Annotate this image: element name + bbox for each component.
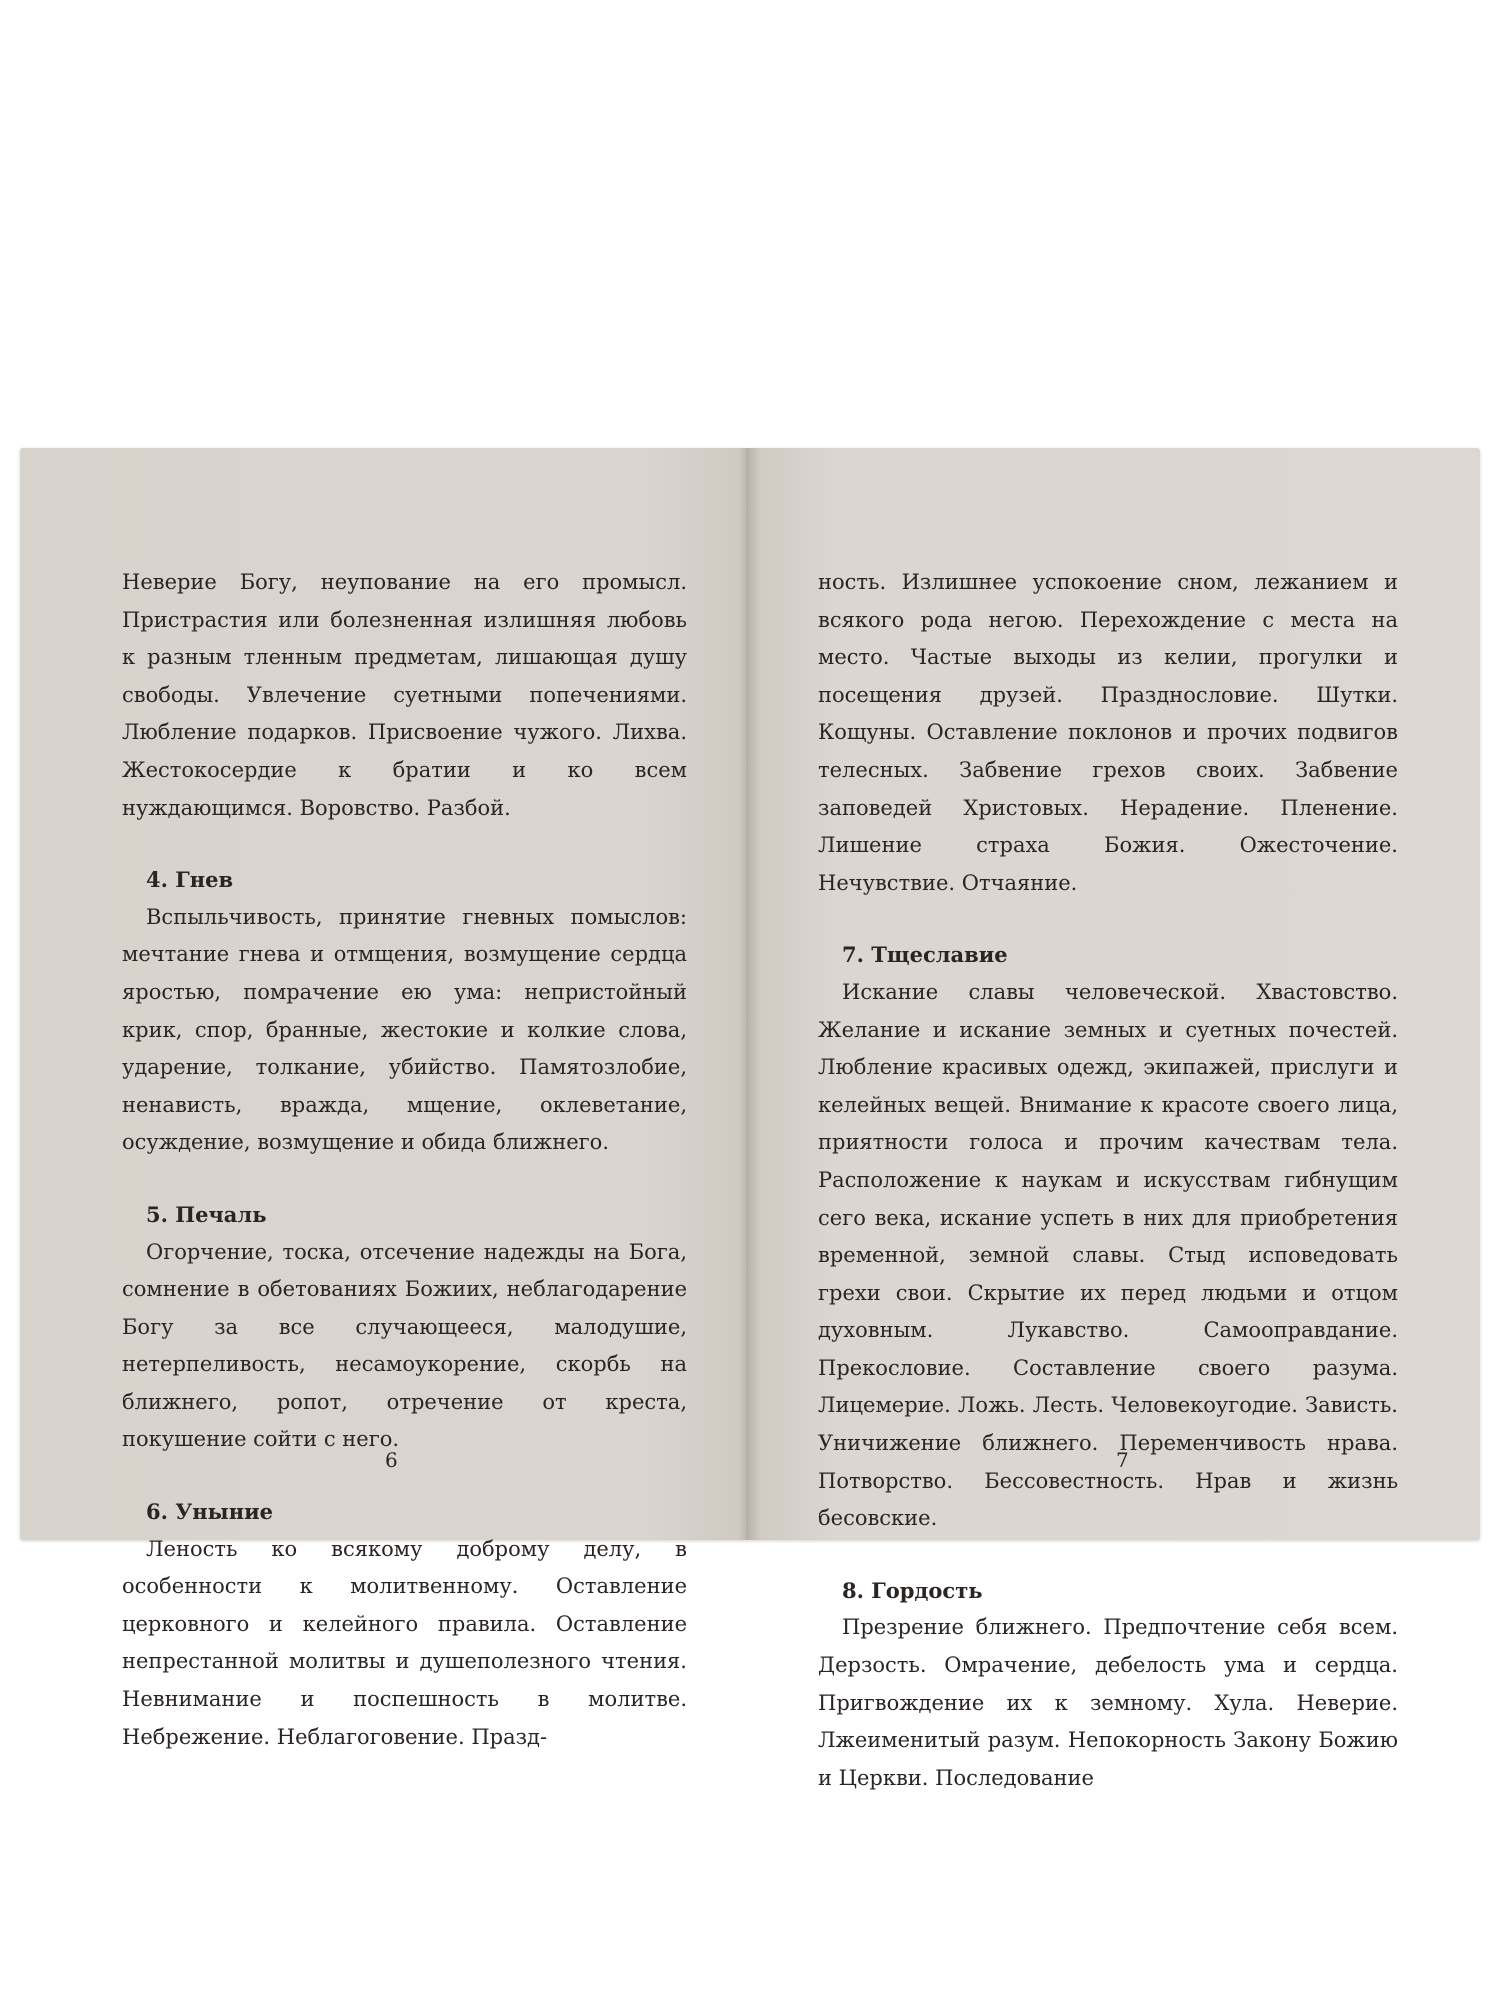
section-body-anger: Вспыльчивость, принятие гневных помыслов: мечтание гнева и отмщения, возмущение сердца яростью, помрачение ею ума: непристойный крик, спор, бранные, жестокие и колкие слова, ударение, толкание, убийство. Памятозлобие, ненависть, вражда, мщение, оклеветание, осуждение, возмущение и обида ближнего.	[122, 904, 687, 1155]
section-heading-sorrow: 5. Печаль	[146, 1201, 267, 1227]
left-page-number: 6	[385, 1448, 398, 1472]
section-heading-pride: 8. Гордость	[842, 1577, 983, 1603]
section-body-sorrow: Огорчение, тоска, отсечение надежды на Бога, сомнение в обетованиях Божиих, неблагодарение Богу за все случающееся, малодушие, нетерпеливость, несамоукорение, скорбь на ближнего, ропот, отречение от креста, покушение сойти с него.	[122, 1239, 687, 1452]
left-page	[20, 448, 748, 1749]
right-page	[748, 448, 1480, 1790]
left-page-text	[122, 564, 687, 1756]
section-heading-vainglory: 7. Тщеславие	[842, 942, 1008, 968]
right-continuation: ность. Излишнее успокоение сном, лежанием и всякого рода негою. Перехождение с места на место. Частые выходы из келии, прогулки и посещения друзей. Празднословие. Шутки. Кощуны. Оставление поклонов и прочих подвигов телесных. Забвение грехов своих. Забвение заповедей Христовых. Нерадение. Пленение. Лишение страха Божия. Ожесточение. Нечувствие. Отчаяние.	[818, 570, 1398, 895]
right-page-number: 7	[1116, 1448, 1129, 1472]
right-page-text	[818, 564, 1398, 1797]
section-heading-despondency: 6. Уныние	[146, 1499, 274, 1525]
section-body-vainglory: Искание славы человеческой. Хвастовство. Желание и искание земных и суетных почестей. Любление красивых одежд, экипажей, прислуги и келейных вещей. Внимание к красоте своего лица, приятности голоса и прочим качествам тела. Расположение к наукам и искусствам гибнущим сего века, искание успеть в них для приобретения временной, земной славы. Стыд исповедовать грехи свои. Скрытие их перед людьми и отцом духовным. Лукавство. Самооправдание. Прекословие. Составление своего разума. Лицемерие. Ложь. Лесть. Человекоугодие. Зависть. Уничижение ближнего. Переменчивость нрава. Потворство. Бессовестность. Нрав и жизнь бесовские.	[818, 979, 1398, 1531]
left-continuation: Неверие Богу, неупование на его промысл. Пристрастия или болезненная излишняя любовь к разным тленным предметам, лишающая душу свободы. Увлечение суетными попечениями. Любление подарков. Присвоение чужого. Лихва. Жестокосердие к братии и ко всем нуждающимся. Воровство. Разбой.	[122, 570, 687, 820]
book-gutter	[738, 448, 760, 1540]
book-spread	[20, 448, 1480, 1790]
section-body-pride: Презрение ближнего. Предпочтение себя всем. Дерзость. Омрачение, дебелость ума и сердца. Пригвождение их к земному. Хула. Неверие. Лжеименитый разум. Непокорность Закону Божию и Церкви. Последование	[818, 1615, 1398, 1790]
section-body-despondency: Леность ко всякому доброму делу, в особенности к молитвенному. Оставление церковного и келейного правила. Оставление непрестанной молитвы и душеполезного чтения. Невнимание и поспешность в молитве. Небрежение. Неблагоговение. Празд-	[122, 1536, 687, 1749]
section-heading-anger: 4. Гнев	[146, 867, 234, 893]
